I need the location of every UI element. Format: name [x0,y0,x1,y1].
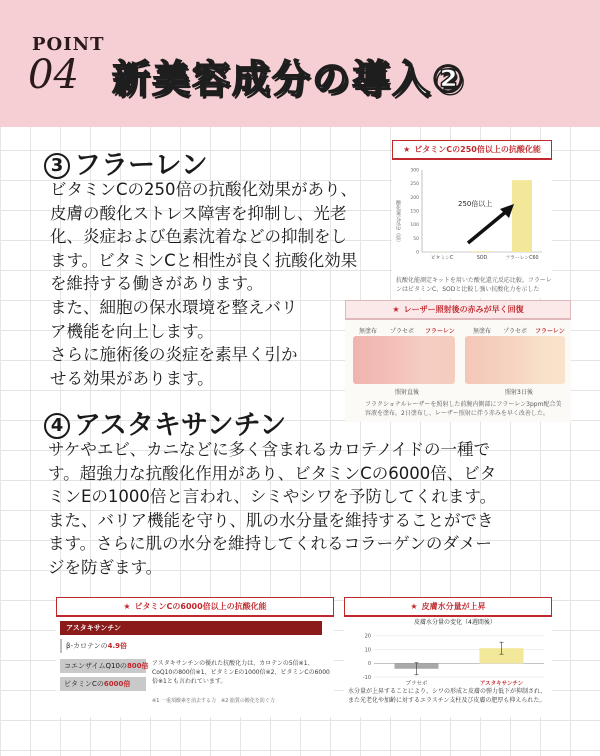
laser-redness-figure [345,300,571,422]
skin-moisture-figure [344,597,552,717]
section4-line: ミンEの1000倍と言われ、シミやシワを予防してくれます。 [48,487,497,507]
section3-line: さらに施術後の炎症を素早く引か [50,345,298,365]
fig1-x-tick-label: SOD [476,256,488,261]
section3-line: ア機能を向上します。 [50,321,214,341]
header-band [0,0,600,127]
fig3-bar-astaxanthin: アスタキサンチン [60,621,322,635]
fig3-title: ★ ビタミンCの6000倍以上の抗酸化能 [56,597,334,617]
fig3-bar-betacarotene [60,639,62,653]
fig2-caption: フラクショナルレーザーを照射した前腕内側部にフラーレン3ppm配合美容液を塗布。2日塗布し、レーザー照射に伴う赤みを早く改善した。 [365,401,562,417]
fig3-bar-coq10: コエンザイムQ10の800倍 [60,659,146,673]
section3-title: フラーレン [74,150,208,181]
fig2-skin-photo-immediate [353,336,455,384]
fig1-x-tick-label: ビタミンC [430,256,454,261]
fig4-y-tick-label: 20 [364,633,371,640]
section3-line: 皮膚の酸化ストレス障害を抑制し、光老 [50,203,347,223]
fig4-y-tick-label: 0 [367,661,371,668]
fullerene-antioxidant-figure [392,140,552,298]
fig1-y-tick-label: 0 [416,250,419,256]
fig2-label-fullerene-2: フラーレン [535,328,565,335]
fig2-period-day3: 照射3日後 [505,389,533,396]
section3-line: せる効果があります。 [50,368,214,388]
fig1-annotation: 250倍以上 [458,200,493,208]
section4-number: 4 [44,413,70,439]
fig4-x-tick-label: プラセボ [405,681,428,687]
fig3-description: アスタキサンチンの優れた抗酸化力は、カロテンの5倍※1、CoQ10の800倍※1、ビタミンEの1000倍※2、ビタミンCの6000倍※1とも言われています。 [152,660,330,685]
section4-line: また、バリア機能を守り、肌の水分量を維持することができ [48,510,494,530]
fig4-x-tick-label: アスタキサンチン [479,681,524,687]
fig2-label-fullerene-1: フラーレン [425,328,455,335]
fig1-bar [472,251,492,252]
fig1-y-tick-label: 200 [410,195,419,201]
section3-heading [44,143,208,182]
fig2-skin-photo-day3 [465,336,565,384]
section3-body [50,178,390,390]
fig1-caption: 抗酸化能測定キットを用いた酸化還元反応比較。フラーレンはビタミンC、SODと比較し強い抗酸化力を示した [396,277,552,293]
fig2-title: ★ レーザー照射後の赤みが早く回復 [345,300,571,320]
fig2-label-placebo-2: プラセボ [503,328,528,335]
point-label: POINT [32,34,105,55]
section4-title: アスタキサンチン [74,410,287,441]
section3-line: 化、炎症および色素沈着などの抑制をし [50,227,347,247]
point-number: 04 [28,52,79,98]
fig4-y-tick-label: -10 [362,674,371,681]
section3-line: また、細胞の保水環境を整えバリ [50,297,298,317]
fig4-chart [344,615,552,687]
section4-line: サケやエビ、カニなどに多く含まれるカロテノイドの一種で [48,440,491,459]
section4-heading [44,403,286,442]
fig1-y-tick-label: 300 [410,168,419,174]
fig4-title: ★ 皮膚水分量が上昇 [344,597,552,617]
fig4-caption: 水分量が上昇することにより、シワの形成と皮膚の弾力低下が抑制され、また光老化や加齢に対するエラスチン支柱及び皮膚の肥厚も抑えられた。 [348,688,547,704]
section3-line: ビタミンCの250倍の抗酸化効果があり、 [50,180,358,199]
astaxanthin-antioxidant-figure [56,597,334,717]
fig2-label-none-2: 無塗布 [473,328,492,335]
fig2-label-none-1: 無塗布 [359,328,378,335]
fig3-bar-vitaminc: ビタミンCの6000倍 [60,677,146,691]
fig1-y-tick-label: 150 [410,209,419,215]
fig1-ylabel: 酸化還元反応（倍） [395,200,401,245]
fig1-y-tick-label: 100 [410,223,419,229]
section3-line: を維持する働きがあります。 [50,274,264,294]
fig2-label-placebo-1: プラセボ [390,328,415,335]
fig2-period-immediate: 照射直後 [395,389,420,396]
fig3-row-betacarotene: β-カロテンの4.9倍 [66,642,128,650]
fig1-bar [512,180,532,252]
section4-body [48,438,568,580]
section4-line: ジを防ぎます。 [48,557,163,577]
fig1-arrow [468,210,508,243]
fig1-title: ★ ビタミンCの250倍以上の抗酸化能 [392,140,552,160]
fig1-y-tick-label: 250 [410,182,419,188]
section4-line: ます。さらに肌の水分を維持してくれるコラーゲンのダメー [48,534,492,554]
fig1-y-tick-label: 50 [413,236,419,242]
fig4-subtitle: 皮膚水分量の変化（4週間後） [414,619,496,626]
fig1-x-tick-label: フラーレンC60 [505,256,539,261]
fig4-y-tick-label: 10 [364,647,371,654]
fig3-note: ※1 一重項酸素を消去する力 ※2 脂質の酸化を防ぐ力 [152,698,275,704]
section4-line: す。超強力な抗酸化作用があり、ビタミンCの6000倍、ビタ [48,463,497,483]
section3-line: ます。ビタミンCと相性が良く抗酸化効果 [50,250,358,270]
fig1-chart [392,160,552,278]
section3-number: 3 [44,153,70,179]
page-title: 新美容成分の導入② [112,57,467,101]
